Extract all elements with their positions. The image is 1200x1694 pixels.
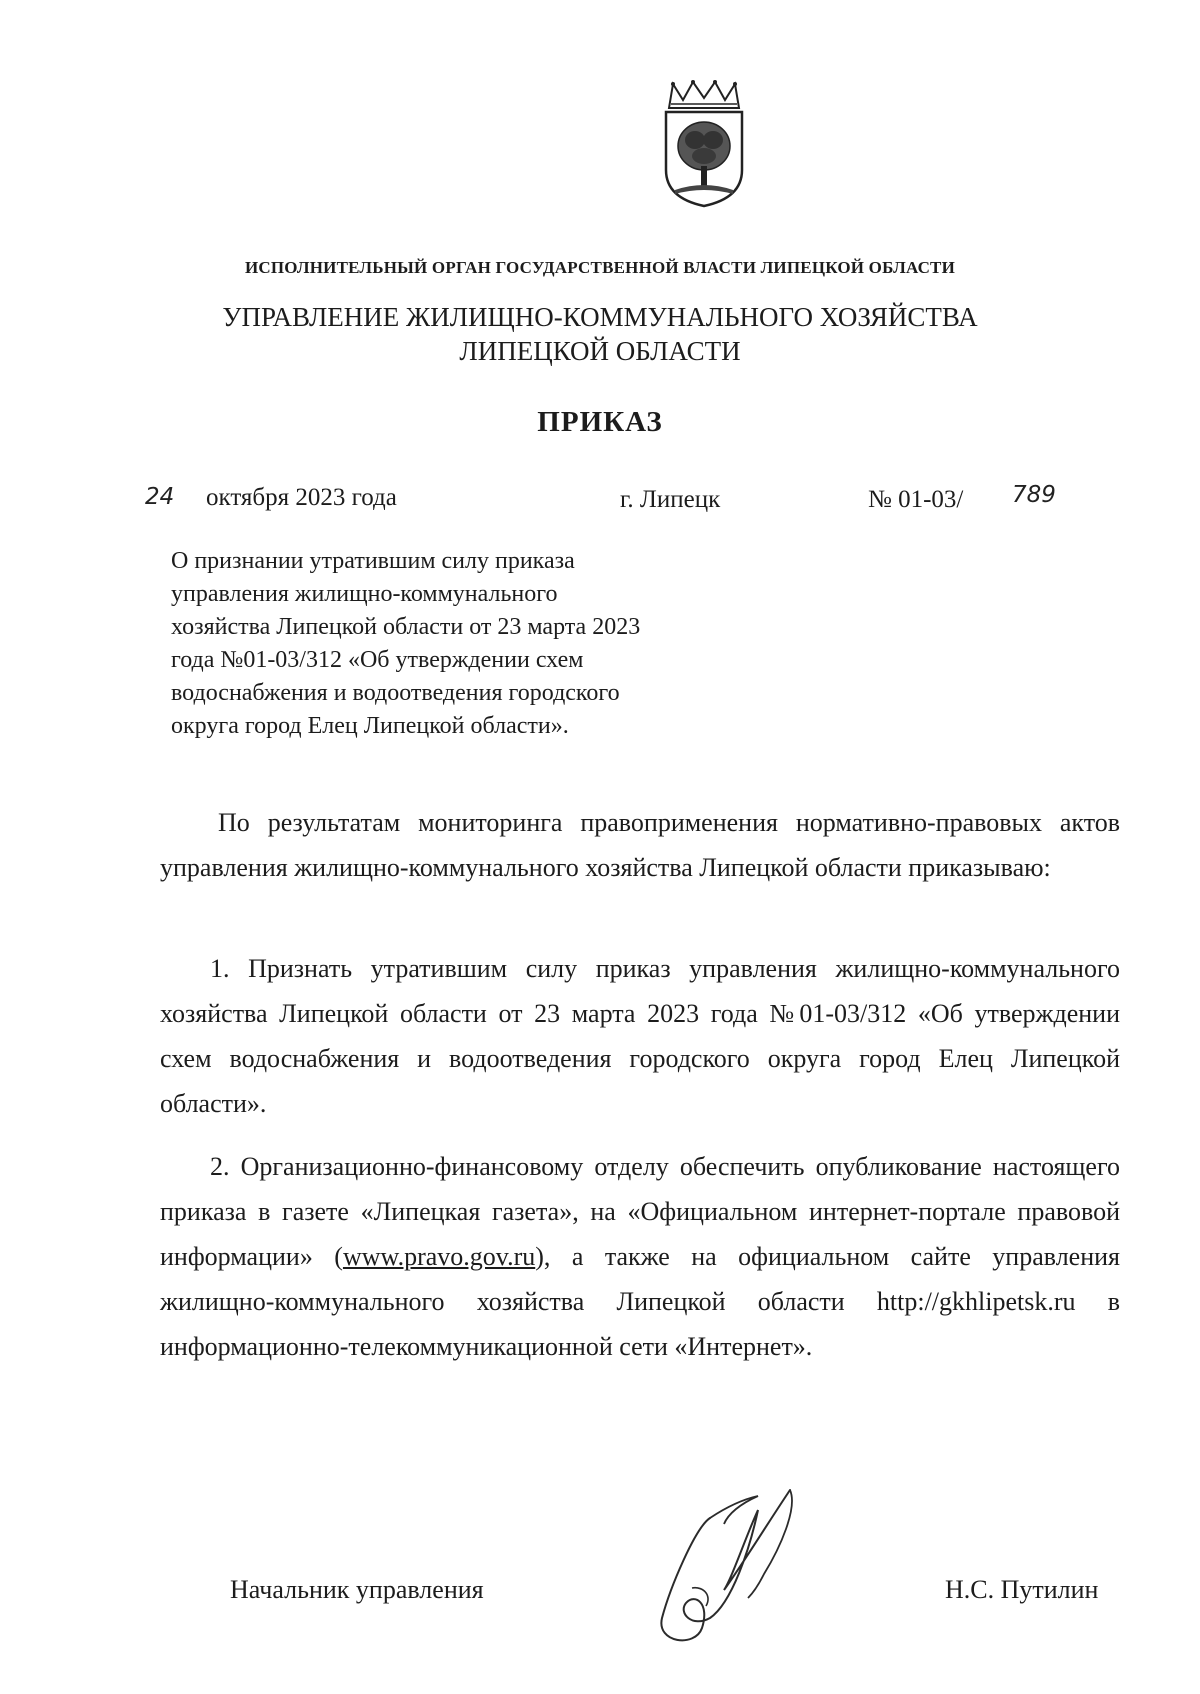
signature-icon: [640, 1478, 820, 1653]
document-type: ПРИКАЗ: [537, 406, 663, 438]
subject-line: О признании утратившим силу приказа: [171, 548, 575, 574]
city: г. Липецк: [620, 486, 721, 513]
subject-line: водоснабжения и водоотведения городского: [171, 680, 620, 706]
subject-line: округа город Елец Липецкой области».: [171, 713, 569, 739]
document-number-handwritten: 789: [1012, 482, 1056, 508]
body-intro: По результатам мониторинга правоприменения нормативно-правовых актов управления жилищно-коммунального хозяйства Липецкой области приказываю:: [160, 808, 1120, 882]
order-item-2: [160, 1144, 1120, 1369]
document-subject: [171, 545, 731, 743]
date-day-handwritten: 24: [145, 484, 175, 510]
order-item-2-text: 2. Организационно-финансовому отделу обеспечить опубликование настоящего приказа в газете «Липецкая газета», на «Официальном интернет-портале правовой информации» (: [160, 1152, 1120, 1271]
department-name-line2: ЛИПЕЦКОЙ ОБЛАСТИ: [459, 336, 741, 366]
order-item-2-text-end: ), а также на официальном сайте управления жилищно-коммунального хозяйства Липецкой области http://gkhlipetsk.ru в информационно-телекоммуникационной сети «Интернет».: [160, 1242, 1120, 1361]
signer-position: Начальник управления: [230, 1575, 484, 1604]
body-intro-block: [160, 800, 1120, 890]
coat-of-arms-icon: [661, 78, 747, 210]
subject-line: хозяйства Липецкой области от 23 марта 2023: [171, 614, 641, 640]
department-name: [0, 300, 1200, 368]
order-item-1: 1. Признать утратившим силу приказ управления жилищно-коммунального хозяйства Липецкой области от 23 марта 2023 года №01-03/312 «Об утверждении схем водоснабжения и водоотведения городского округа город Елец Липецкой области».: [160, 954, 1120, 1118]
authority-name: ИСПОЛНИТЕЛЬНЫЙ ОРГАН ГОСУДАРСТВЕННОЙ ВЛАСТИ ЛИПЕЦКОЙ ОБЛАСТИ: [244, 258, 956, 277]
document-number-label: № 01-03/: [868, 486, 964, 513]
date-text: октября 2023 года: [206, 484, 397, 511]
pravo-gov-link[interactable]: www.pravo.gov.ru: [342, 1242, 536, 1271]
order-item-2-block: [160, 1144, 1120, 1369]
signer-name: Н.С. Путилин: [945, 1575, 1099, 1604]
subject-line: управления жилищно-коммунального: [171, 581, 558, 607]
subject-line: года №01-03/312 «Об утверждении схем: [171, 647, 584, 673]
department-name-line1: УПРАВЛЕНИЕ ЖИЛИЩНО-КОММУНАЛЬНОГО ХОЗЯЙСТВА: [222, 302, 978, 332]
order-item-1-block: [160, 946, 1120, 1126]
